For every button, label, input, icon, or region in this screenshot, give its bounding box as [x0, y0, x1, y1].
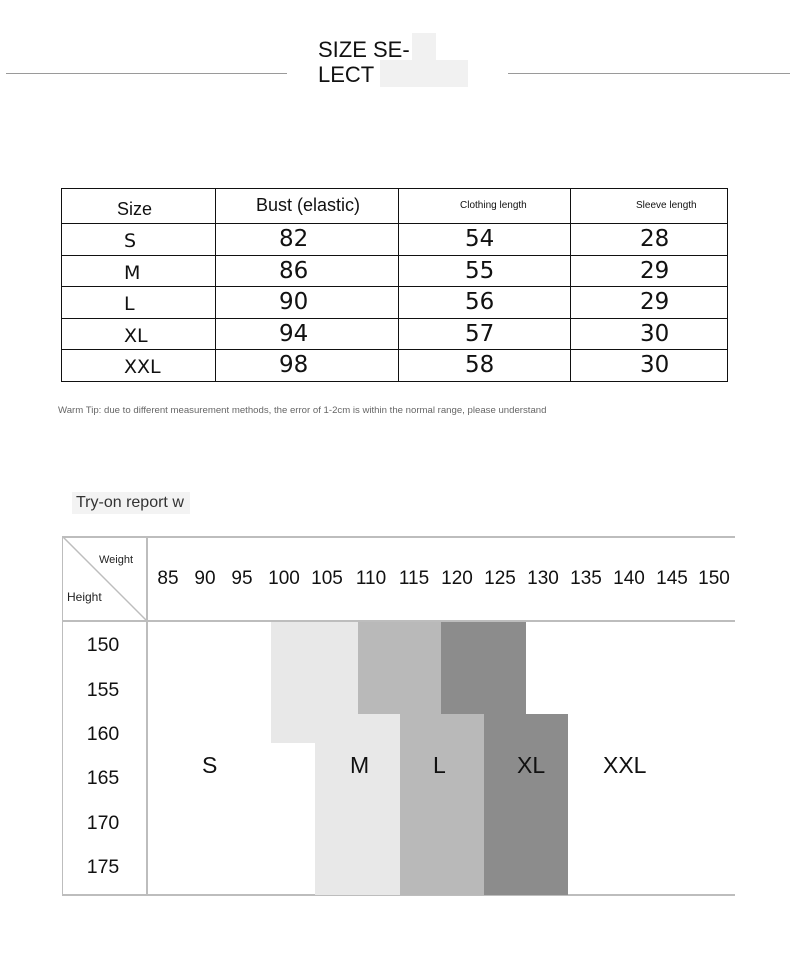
page-title: SIZE SE- LECT: [318, 37, 410, 87]
weight-label: 90: [194, 568, 216, 589]
try-on-report-label: Try-on report w: [72, 492, 190, 514]
cell-bust: [216, 255, 399, 287]
cell-sleeve: [571, 224, 728, 256]
table-row: [62, 255, 728, 287]
cell-sleeve: [571, 350, 728, 382]
weight-label: 85: [157, 568, 179, 589]
cell-size: [62, 287, 216, 319]
size-value: L: [124, 293, 135, 316]
sleeve-value: 28: [640, 226, 670, 253]
sleeve-value: 30: [640, 320, 670, 347]
col-sleeve-label: Sleeve length: [636, 200, 697, 211]
col-length: [399, 189, 571, 224]
cell-length: [399, 318, 571, 350]
zone-label-m: M: [350, 752, 370, 778]
cell-length: [399, 287, 571, 319]
cell-sleeve: [571, 287, 728, 319]
weight-label: 150: [698, 568, 730, 589]
zone-xl-block-upper: [441, 622, 526, 714]
corner-height-label: Height: [67, 590, 102, 604]
corner-weight-label: Weight: [99, 554, 134, 566]
weight-label: 110: [355, 568, 387, 589]
cell-size: [62, 255, 216, 287]
table-row: [62, 287, 728, 319]
size-table-header: [62, 189, 728, 224]
length-value: 55: [465, 257, 495, 284]
length-value: 58: [465, 352, 495, 379]
cell-sleeve: [571, 318, 728, 350]
weight-label: 120: [441, 568, 473, 589]
col-length-label: Clothing length: [460, 200, 527, 211]
length-value: 57: [465, 320, 495, 347]
weight-label: 145: [656, 568, 688, 589]
zone-label-xl: XL: [517, 752, 546, 778]
cell-length: [399, 255, 571, 287]
weight-label: 105: [311, 568, 343, 589]
cell-bust: [216, 350, 399, 382]
col-bust: [216, 189, 399, 224]
sleeve-value: 30: [640, 352, 670, 379]
cell-size: [62, 224, 216, 256]
bust-value: 82: [279, 226, 309, 253]
zone-l-block-upper: [358, 622, 441, 714]
zone-xl-block-lower: [484, 714, 568, 895]
size-value: M: [124, 261, 141, 284]
cell-bust: [216, 318, 399, 350]
length-value: 54: [465, 226, 495, 253]
weight-label: 115: [398, 568, 430, 589]
bust-value: 90: [279, 289, 309, 316]
cell-length: [399, 350, 571, 382]
height-label: 160: [86, 723, 120, 745]
zone-label-s: S: [202, 752, 218, 778]
table-row: [62, 350, 728, 382]
height-label: 165: [86, 767, 120, 789]
table-row: [62, 318, 728, 350]
zone-l-block-lower: [400, 714, 484, 895]
bust-value: 94: [279, 320, 309, 347]
height-label: 175: [86, 856, 120, 878]
bust-value: 86: [279, 257, 309, 284]
length-value: 56: [465, 289, 495, 316]
cell-length: [399, 224, 571, 256]
weight-label: 125: [484, 568, 516, 589]
corner-diagonal: [62, 536, 148, 622]
weight-label: 130: [527, 568, 559, 589]
warm-tip: Warm Tip: due to different measurement methods, the error of 1-2cm is within the normal range, please understand: [58, 405, 547, 416]
table-row: [62, 224, 728, 256]
sleeve-value: 29: [640, 289, 670, 316]
col-sleeve: [571, 189, 728, 224]
sleeve-value: 29: [640, 257, 670, 284]
bust-value: 98: [279, 352, 309, 379]
weight-label: 95: [231, 568, 253, 589]
zone-label-l: L: [433, 752, 446, 778]
col-bust-label: Bust (elastic): [256, 194, 361, 215]
cell-size: [62, 350, 216, 382]
weight-label: 135: [570, 568, 602, 589]
weight-label: 100: [268, 568, 300, 589]
size-value: XL: [124, 324, 148, 347]
grid-top-rule: [62, 536, 735, 538]
height-label: 155: [86, 679, 120, 701]
zone-label-xxl: XXL: [603, 752, 647, 778]
weight-label: 140: [613, 568, 645, 589]
header-rule-right: [508, 73, 790, 74]
size-table: [61, 188, 728, 382]
size-value: XXL: [124, 356, 161, 379]
cell-bust: [216, 287, 399, 319]
size-value: S: [124, 230, 137, 253]
height-label: 170: [86, 812, 120, 834]
cell-size: [62, 318, 216, 350]
cell-sleeve: [571, 255, 728, 287]
height-label: 150: [86, 634, 120, 656]
cell-bust: [216, 224, 399, 256]
header-rule-left: [6, 73, 287, 74]
col-size: [62, 189, 216, 224]
col-size-label: Size: [117, 198, 153, 219]
